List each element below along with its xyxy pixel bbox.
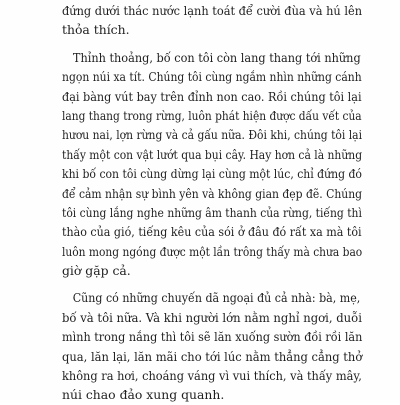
text-line: thỏa thích. (62, 22, 130, 38)
text-line: không ra hơi, choáng váng vì vui thích, và thấy mây, (62, 368, 362, 384)
text-line: ngọn núi xa tít. Chúng tôi cùng ngắm nhìn những cánh (62, 69, 362, 85)
paragraph (62, 0, 362, 40)
text-line: đại bàng vút bay trên đỉnh non cao. Rồi chúng tôi lại (62, 88, 362, 104)
text-line: qua, lăn lại, lăn mãi cho tới lúc nằm thẳng cẳng thở (62, 348, 363, 364)
text-line: Thỉnh thoảng, bố con tôi còn lang thang tới những (72, 49, 361, 65)
text-line: thấy một con vật lướt qua bụi cây. Hay hơn cả là những (62, 146, 363, 162)
text-line: bố và tôi nữa. Và khi người lớn nằm nghỉ ngơi, duỗi (62, 309, 362, 325)
paragraph (62, 48, 362, 281)
text-line: lang thang trong rừng, luôn phát hiện được dấu vết của (62, 107, 362, 123)
text-line: thào của gió, tiếng kêu của sói ở đâu đó rất xa mà tôi (62, 224, 362, 240)
text-line: mình trong nắng thì tôi sẽ lăn xuống sườn đồi rồi lăn (62, 329, 363, 345)
page-text (62, 0, 362, 405)
text-line: giờ gặp cả. (62, 263, 131, 279)
text-line: hươu nai, lợn rừng và cả gấu nữa. Đôi khi, chúng tôi lại (62, 127, 363, 143)
text-line: đứng dưới thác nước lạnh toát để cười đùa và hú lên (62, 3, 363, 18)
text-line: để cảm nhận sự bình yên và không gian đẹp đẽ. Chúng (62, 185, 363, 201)
paragraph (62, 288, 362, 404)
text-line: tôi cùng lắng nghe những âm thanh của rừng, tiếng thì (62, 204, 362, 220)
text-line: núi chao đảo xung quanh. (62, 387, 225, 403)
text-line: khi bố con tôi cùng dừng lại cùng một lúc, chỉ đứng đó (62, 166, 362, 182)
text-line: luôn mong ngóng được một lần trông thấy mà chưa bao (62, 243, 363, 259)
text-line: Cũng có những chuyến dã ngoại đủ cả nhà: bà, mẹ, (72, 290, 361, 306)
